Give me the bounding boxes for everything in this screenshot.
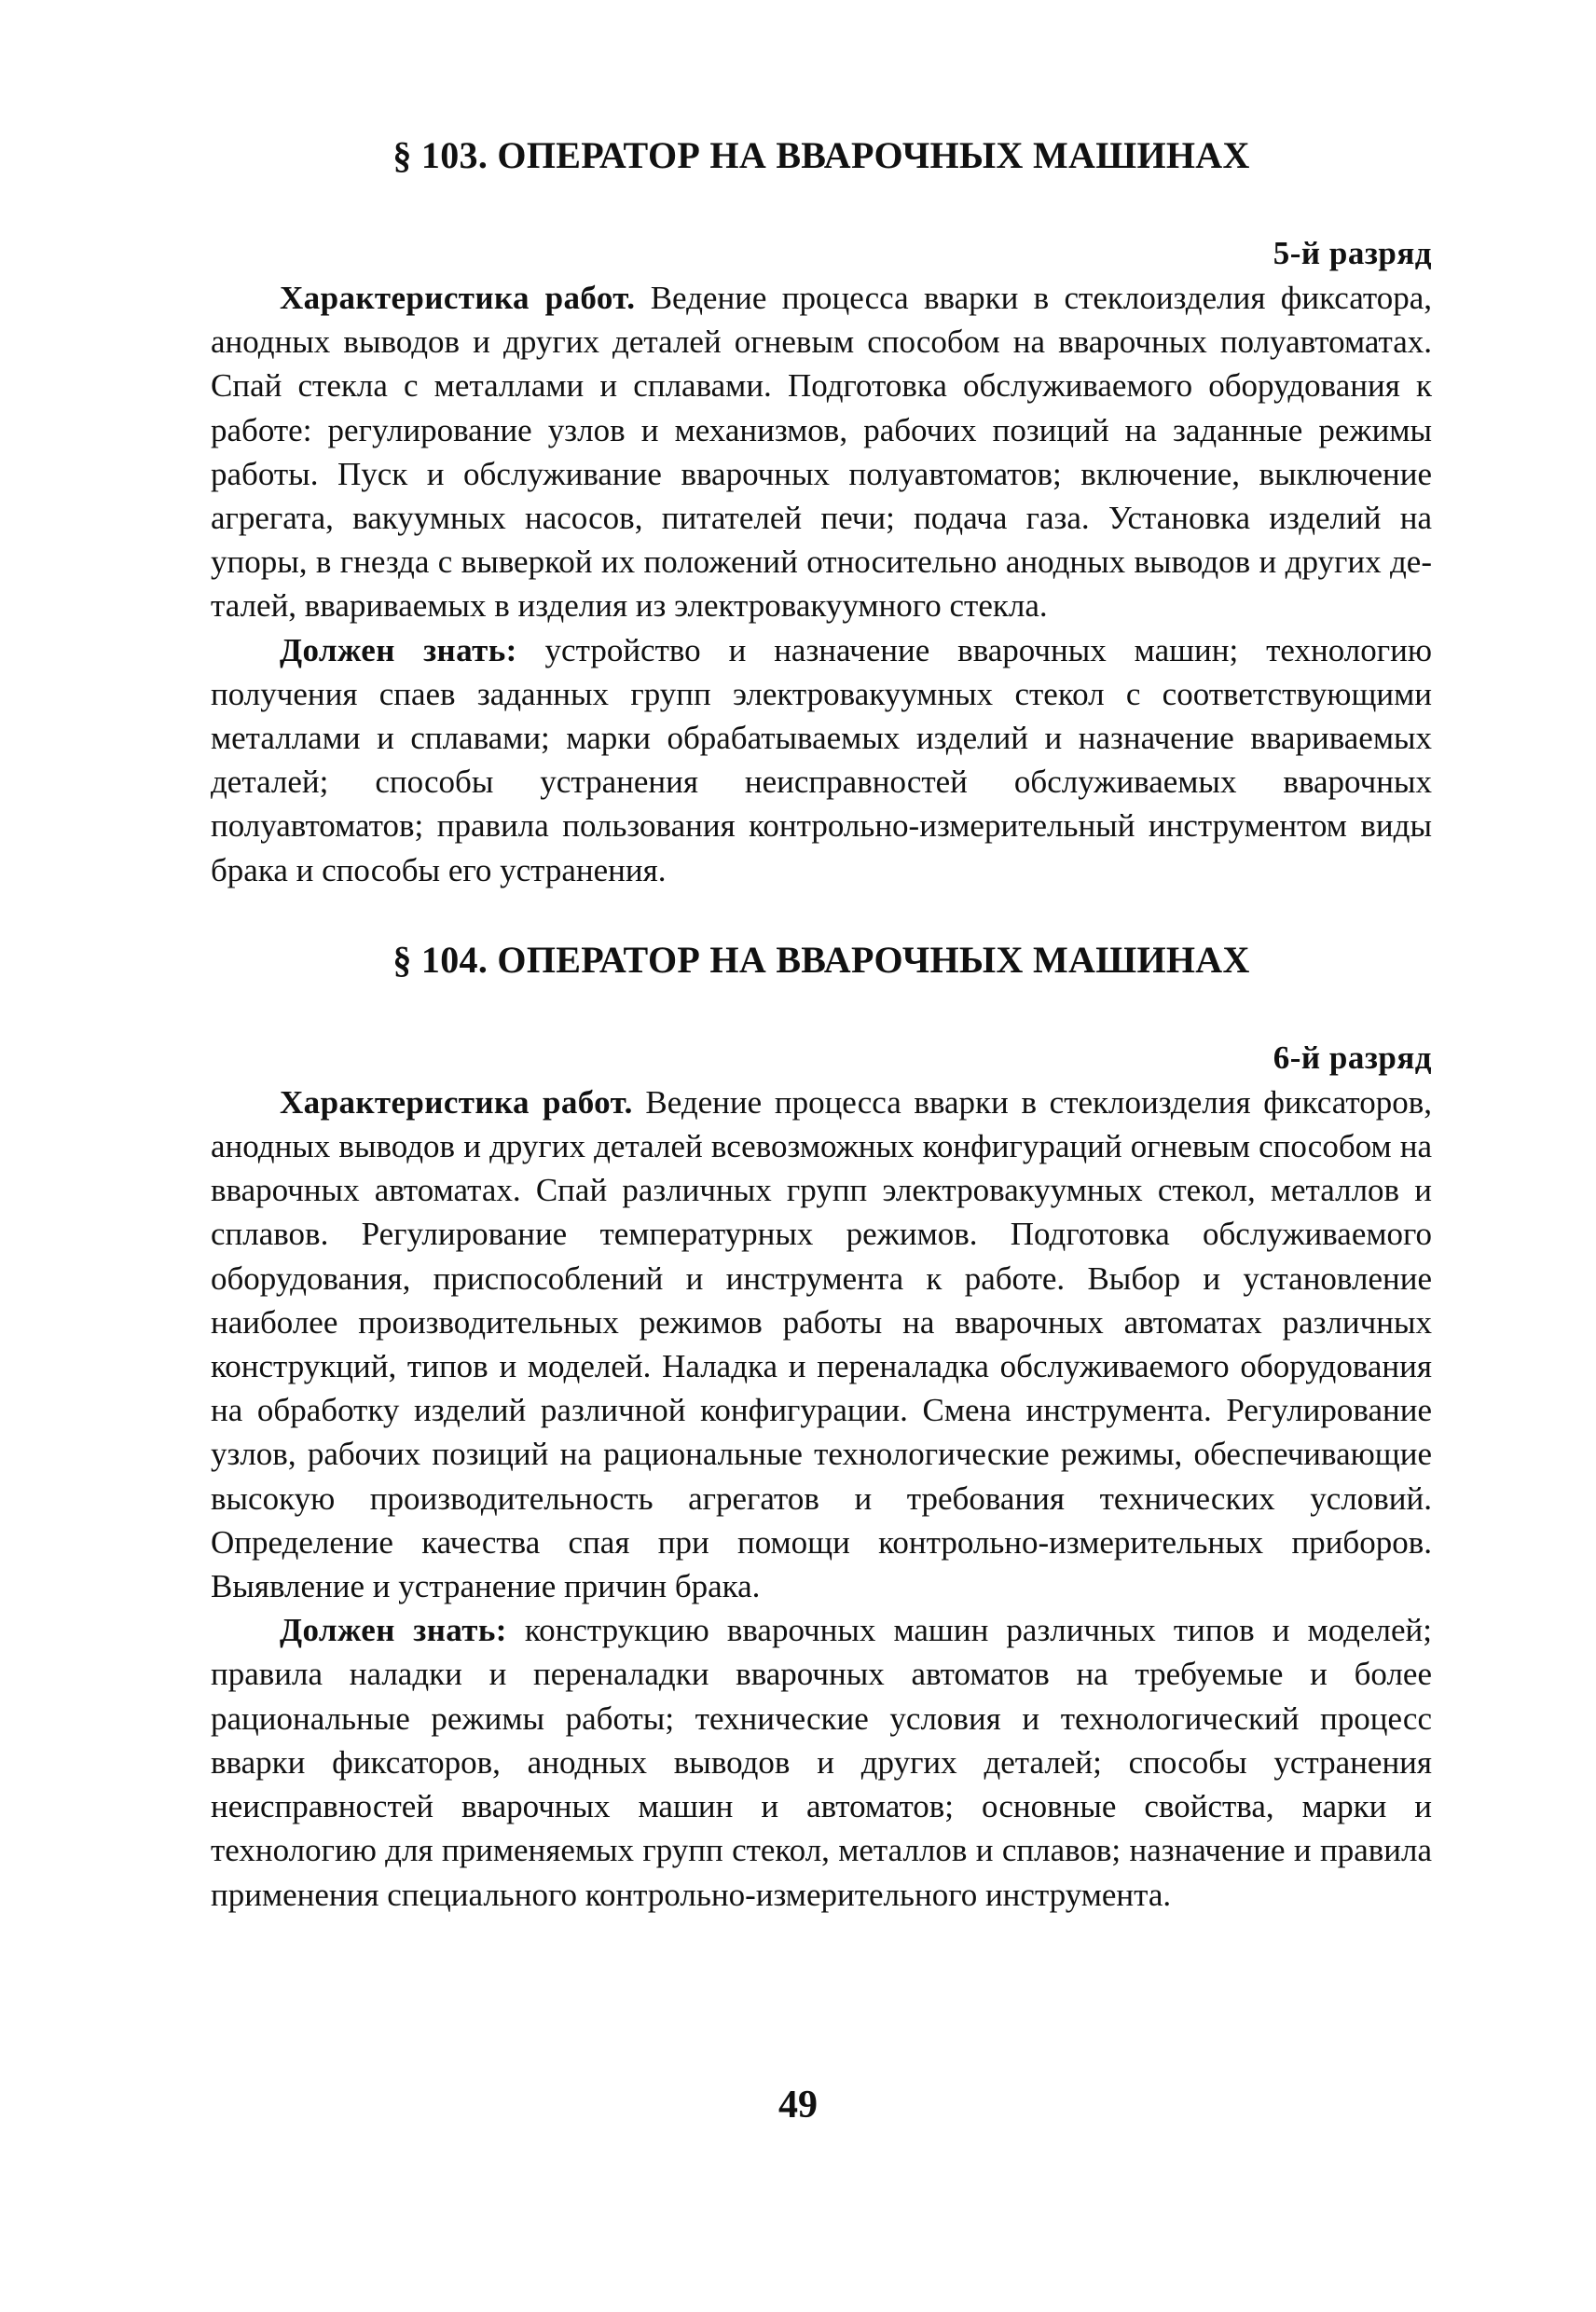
section-title: § 104. ОПЕРАТОР НА ВВАРОЧНЫХ МАШИНАХ	[392, 938, 1250, 981]
required-knowledge-lead: Должен знать:	[280, 1612, 507, 1649]
page-number: 49	[778, 2084, 818, 2126]
section-103	[211, 132, 1432, 892]
section-title: § 103. ОПЕРАТОР НА ВВАРОЧНЫХ МАШИНАХ	[392, 134, 1250, 176]
required-knowledge-lead: Должен знать:	[280, 631, 517, 668]
required-knowledge-text: устройство и назначение вварочных машин; технологию получения спаев заданных групп электровакуумных стекол с соответствующими металлами и сплавами; марки обрабатываемых изделий и назначение ввариваемых деталей; способы устранения неисправностей обслуживаемых вварочных полуавтоматов; правила пользования контрольно-измерительный инструментом виды брака и способы его устранения.	[211, 631, 1432, 888]
section-104	[211, 937, 1432, 1917]
work-characteristic-lead: Характеристика работ.	[280, 1083, 633, 1121]
rank-label: 6-й разряд	[1273, 1039, 1432, 1076]
page-content	[211, 132, 1432, 1917]
work-characteristic-lead: Характеристика работ.	[280, 280, 636, 316]
required-knowledge-paragraph	[211, 1608, 1432, 1916]
required-knowledge-text: конструкцию вварочных машин различных типов и моделей; правила наладки и переналадки вварочных автоматов на требуемые и более рациональные режимы работы; технические условия и технологический процесс вварки фиксаторов, анодных выводов и других деталей; способы устранения неисправностей вварочных машин и автоматов; основные свойства, марки и технологию для применяемых групп стекол, металлов и сплавов; назначение и правила применения специального контрольно-измерительного инструмента.	[211, 1612, 1432, 1913]
rank-label: 5-й разряд	[1273, 235, 1432, 271]
work-characteristic-text: Ведение процесса вварки в стеклоизделия фиксатора, анодных выводов и других деталей огневым способом на вварочных полуавтоматах. Спай стекла с металлами и сплавами. Подготовка обслуживаемого оборудования к работе: регулирование узлов и механизмов, рабочих позиций на заданные режимы работы. Пуск и обслуживание вварочных полуавтоматов; включение, выключение агрегата, вакуумных насосов, питателей печи; подача газа. Установка изделий на упоры, в гнезда с выверкой их положений относительно анодных выводов и других деталей, ввариваемых в изделия из электровакуумного стекла.	[211, 280, 1432, 625]
work-characteristic-text: Ведение процесса вварки в стеклоизделия фиксаторов, анодных выводов и других деталей всевозможных конфигураций огневым способом на вварочных автоматах. Спай различных групп электровакуумных стекол, металлов и сплавов. Регулирование температурных режимов. Подготовка обслуживаемого оборудования, приспособлений и инструмента к работе. Выбор и установление наиболее производительных режимов работы на вварочных автоматах различных конструкций, типов и моделей. Наладка и переналадка обслуживаемого оборудования на обработку изделий различной конфигурации. Смена инструмента. Регулирование узлов, рабочих позиций на рациональные технологические режимы, обеспечивающие высокую производительность агрегатов и требования технических условий. Определение качества спая при помощи контрольно-измерительных приборов. Выявление и устранение причин брака.	[211, 1083, 1432, 1605]
work-characteristic-paragraph	[211, 276, 1432, 628]
required-knowledge-paragraph	[211, 628, 1432, 892]
work-characteristic-paragraph	[211, 1080, 1432, 1608]
